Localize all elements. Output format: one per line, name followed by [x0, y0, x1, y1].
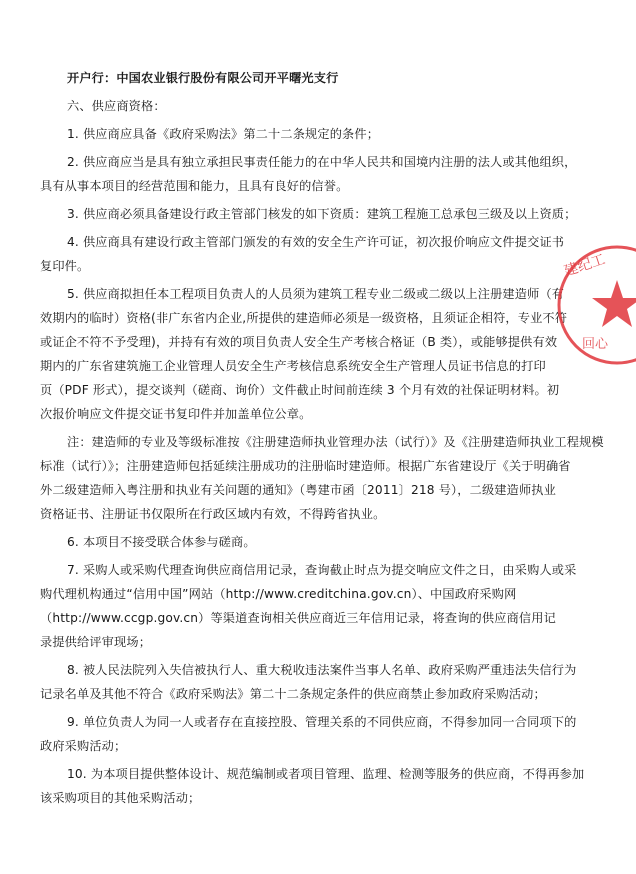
item-3: 3. 供应商必须具备建设行政主管部门核发的如下资质：建筑工程施工总承包三级及以上资质； — [67, 207, 577, 221]
item-7-line-1: 7. 采购人或采购代理查询供应商信用记录，查询截止时点为提交响应文件之日，由采购人或采 — [67, 563, 577, 577]
item-10-line-2: 该采购项目的其他采购活动； — [40, 791, 201, 805]
note-line-3: 外二级建造师入粤注册和执业有关问题的通知》（粤建市函〔2011〕218 号），二级建造师执业 — [40, 483, 556, 497]
item-9-line-1: 9. 单位负责人为同一人或者存在直接控股、管理关系的不同供应商，不得参加同一合同项下的 — [67, 715, 577, 729]
item-7-line-2: 购代理机构通过“信用中国”网站（http://www.creditchina.gov.cn）、中国政府采购网 — [40, 587, 517, 601]
item-5-line-3: 或证企不符不予受理)，并持有有效的项目负责人安全生产考核合格证（B 类），或能够提供有效 — [40, 335, 558, 349]
item-5-line-2: 效期内的临时）资格(非广东省内企业,所提供的建造师必须是一级资格，且须证企相符，专业不符 — [40, 311, 568, 325]
item-7-line-4: 录提供给评审现场； — [40, 635, 152, 649]
item-2-line-2: 具有从事本项目的经营范围和能力，且具有良好的信誉。 — [40, 179, 349, 193]
item-5-line-5: 页（PDF 形式），提交谈判（磋商、询价）文件截止时间前连续 3 个月有效的社保证明材料。初 — [40, 383, 560, 397]
item-9-line-2: 政府采购活动； — [40, 739, 127, 753]
item-4-line-2: 复印件。 — [40, 259, 90, 273]
item-5-line-1: 5. 供应商拟担任本工程项目负责人的人员须为建筑工程专业二级或二级以上注册建造师（有 — [67, 287, 565, 301]
item-6: 6. 本项目不接受联合体参与磋商。 — [67, 535, 256, 549]
item-8-line-1: 8. 被人民法院列入失信被执行人、重大税收违法案件当事人名单、政府采购严重违法失信行为 — [67, 663, 577, 677]
item-8-line-2: 记录名单及其他不符合《政府采购法》第二十二条规定条件的供应商禁止参加政府采购活动； — [40, 687, 546, 701]
item-1: 1. 供应商应具备《政府采购法》第二十二条规定的条件； — [67, 127, 380, 141]
bank-line: 开户行：中国农业银行股份有限公司开平曙光支行 — [67, 71, 339, 85]
note-line-2: 标准（试行）》；注册建造师包括延续注册成功的注册临时建造师。根据广东省建设厅《关于明确省 — [40, 459, 571, 473]
svg-text:回心: 回心 — [582, 337, 609, 352]
seal-star-icon — [592, 280, 636, 327]
item-5-line-4: 期内的广东省建筑施工企业管理人员安全生产考核信息系统安全生产管理人员证书信息的打印 — [40, 359, 546, 373]
item-10-line-1: 10. 为本项目提供整体设计、规范编制或者项目管理、监理、检测等服务的供应商，不得再参加 — [67, 767, 585, 781]
svg-text:建纪工: 建纪工 — [562, 251, 608, 280]
note-line-1: 注：建造师的专业及等级标准按《注册建造师执业管理办法（试行）》及《注册建造师执业工程规模 — [67, 435, 604, 449]
item-7-line-3: （http://www.ccgp.gov.cn）等渠道查询相关供应商近三年信用记录，将查询的供应商信用记 — [40, 611, 556, 625]
company-seal — [552, 240, 636, 370]
section-heading: 六、供应商资格： — [67, 99, 166, 113]
note-line-4: 资格证书、注册证书仅限所在行政区域内有效，不得跨省执业。 — [40, 507, 386, 521]
item-2-line-1: 2. 供应商应当是具有独立承担民事责任能力的在中华人民共和国境内注册的法人或其他组织， — [67, 155, 577, 169]
item-5-line-6: 次报价响应文件提交证书复印件并加盖单位公章。 — [40, 407, 312, 421]
item-4-line-1: 4. 供应商具有建设行政主管部门颁发的有效的安全生产许可证，初次报价响应文件提交证书 — [67, 235, 565, 249]
